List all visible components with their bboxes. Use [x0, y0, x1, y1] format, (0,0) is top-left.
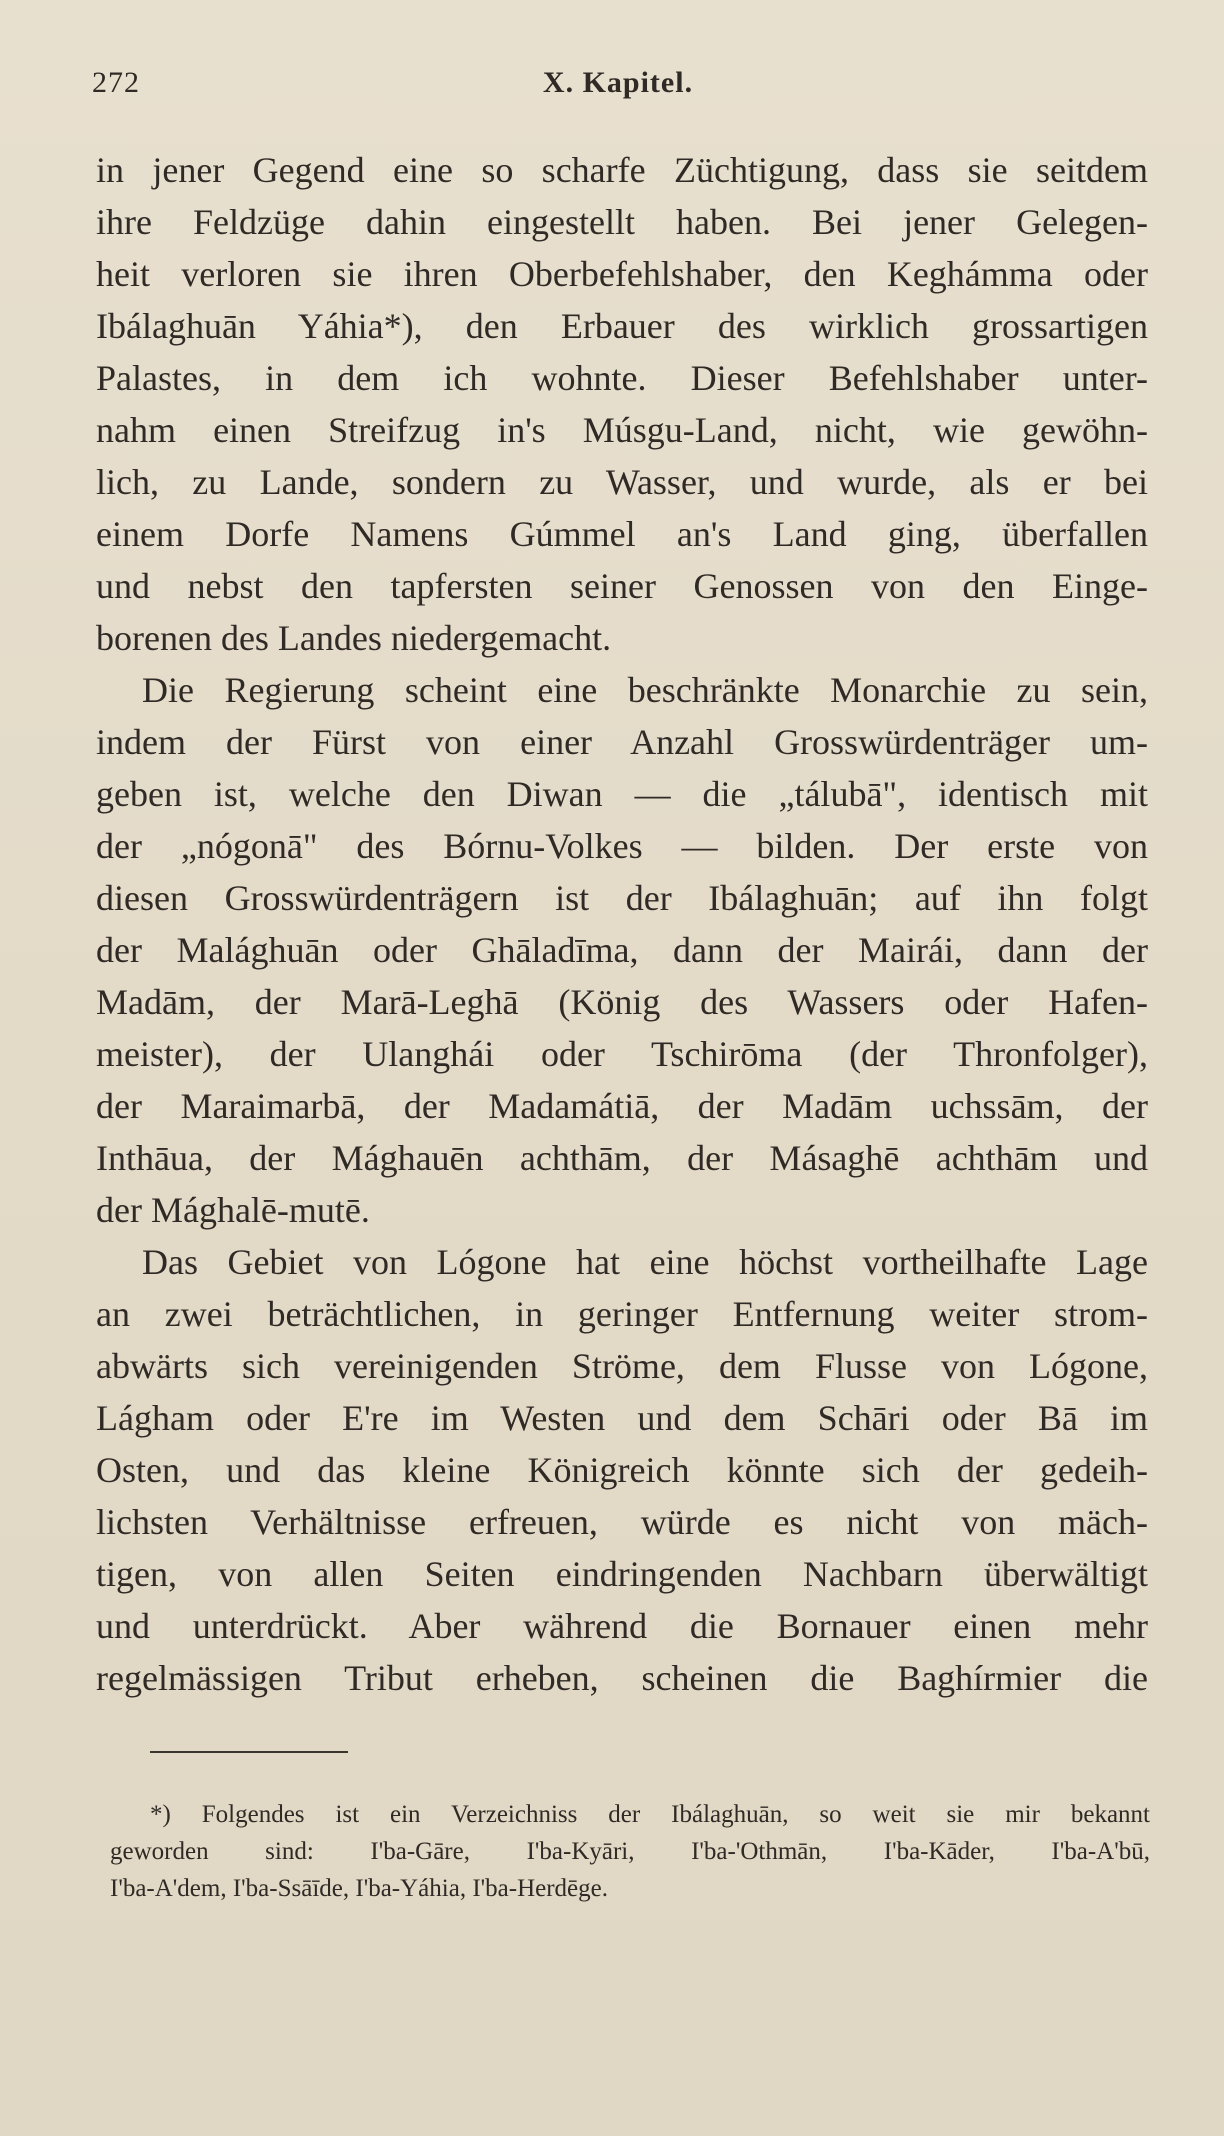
text-line: lichsten Verhältnisse erfreuen, würde es nicht von mäch-: [96, 1502, 1148, 1542]
text-line: borenen des Landes niedergemacht.: [96, 618, 612, 658]
text-line: und unterdrückt. Aber während die Bornauer einen mehr: [96, 1606, 1148, 1646]
text-line: der Malághuān oder Ghāladīma, dann der Mairái, dann der: [96, 930, 1148, 970]
footnote-line: *) Folgendes ist ein Verzeichniss der Ibálaghuān, so weit sie mir bekannt: [150, 1801, 1150, 1828]
text-line: der „nógonā" des Bórnu-Volkes — bilden. Der erste von: [96, 826, 1148, 866]
footnote-divider: [150, 1751, 348, 1753]
text-line: Madām, der Marā-Leghā (König des Wassers oder Hafen-: [96, 982, 1148, 1022]
text-line: geben ist, welche den Diwan — die „tálubā", identisch mit: [96, 774, 1148, 814]
text-line: Das Gebiet von Lógone hat eine höchst vortheilhafte Lage: [142, 1242, 1148, 1282]
main-text: [96, 144, 1148, 1704]
text-line: Ibálaghuān Yáhia*), den Erbauer des wirklich grossartigen: [96, 306, 1148, 346]
text-line: heit verloren sie ihren Oberbefehlshaber, den Keghámma oder: [96, 254, 1148, 294]
text-line: abwärts sich vereinigenden Ströme, dem Flusse von Lógone,: [96, 1346, 1148, 1386]
text-line: einem Dorfe Namens Gúmmel an's Land ging, überfallen: [96, 514, 1148, 554]
text-line: in jener Gegend eine so scharfe Züchtigung, dass sie seitdem: [96, 150, 1148, 190]
text-line: nahm einen Streifzug in's Músgu-Land, nicht, wie gewöhn-: [96, 410, 1148, 450]
text-line: Lágham oder E're im Westen und dem Schāri oder Bā im: [96, 1398, 1148, 1438]
page-number: 272: [92, 66, 140, 99]
text-line: an zwei beträchtlichen, in geringer Entfernung weiter strom-: [96, 1294, 1148, 1334]
footnote: [110, 1796, 1150, 1907]
text-line: Inthāua, der Mághauēn achthām, der Másaghē achthām und: [96, 1138, 1148, 1178]
text-line: lich, zu Lande, sondern zu Wasser, und wurde, als er bei: [96, 462, 1148, 502]
footnote-line: geworden sind: I'ba-Gāre, I'ba-Kyāri, I'ba-'Othmān, I'ba-Kāder, I'ba-A'bū,: [110, 1838, 1150, 1865]
text-line: und nebst den tapfersten seiner Genossen von den Einge-: [96, 566, 1148, 606]
text-line: regelmässigen Tribut erheben, scheinen die Baghírmier die: [96, 1658, 1148, 1698]
text-line: ihre Feldzüge dahin eingestellt haben. Bei jener Gelegen-: [96, 202, 1148, 242]
text-line: der Mághalē-mutē.: [96, 1190, 370, 1230]
text-line: der Maraimarbā, der Madamátiā, der Madām uchssām, der: [96, 1086, 1148, 1126]
text-line: diesen Grosswürdenträgern ist der Ibálaghuān; auf ihn folgt: [96, 878, 1148, 918]
text-line: tigen, von allen Seiten eindringenden Nachbarn überwältigt: [96, 1554, 1148, 1594]
text-line: Osten, und das kleine Königreich könnte sich der gedeih-: [96, 1450, 1148, 1490]
page-header: [92, 66, 1144, 110]
text-line: indem der Fürst von einer Anzahl Grosswürdenträger um-: [96, 722, 1148, 762]
footnote-line: I'ba-A'dem, I'ba-Ssāīde, I'ba-Yáhia, I'ba-Herdēge.: [110, 1875, 608, 1902]
text-line: Die Regierung scheint eine beschränkte Monarchie zu sein,: [142, 670, 1148, 710]
text-line: meister), der Ulanghái oder Tschirōma (der Thronfolger),: [96, 1034, 1148, 1074]
text-line: Palastes, in dem ich wohnte. Dieser Befehlshaber unter-: [96, 358, 1148, 398]
running-title: X. Kapitel.: [542, 66, 694, 99]
